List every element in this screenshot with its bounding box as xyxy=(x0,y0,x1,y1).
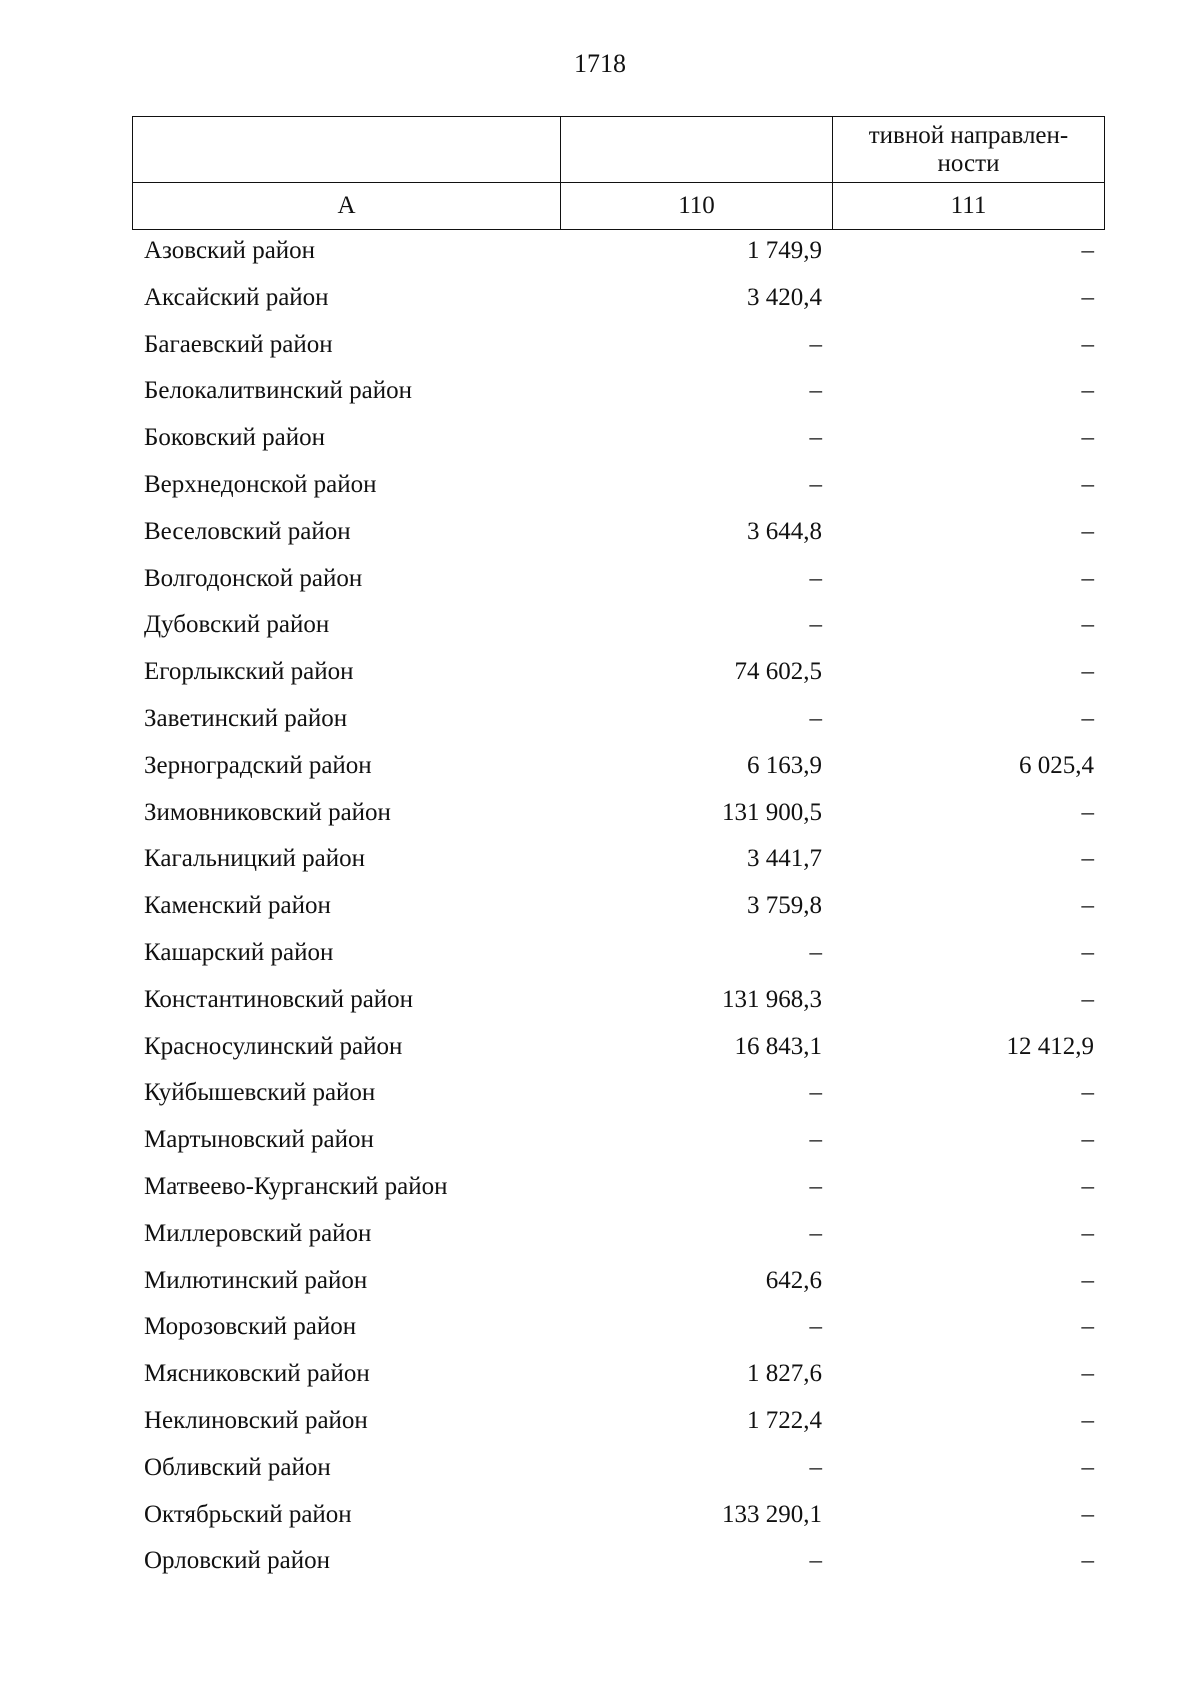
district-name: Кашарский район xyxy=(144,938,334,966)
value-110: 1 827,6 xyxy=(747,1360,822,1388)
table-row xyxy=(132,514,1104,561)
value-110: – xyxy=(809,1126,822,1154)
value-111: – xyxy=(1081,1313,1094,1341)
code-cell-110: 110 xyxy=(561,183,833,230)
value-110: 3 420,4 xyxy=(747,283,822,311)
value-111: – xyxy=(1081,1266,1094,1294)
table-row xyxy=(132,373,1104,420)
value-110: 3 441,7 xyxy=(747,845,822,873)
value-110: – xyxy=(809,470,822,498)
value-111: – xyxy=(1081,424,1094,452)
header-111-line1: тивной направлен- xyxy=(868,121,1069,149)
table-row xyxy=(132,561,1104,608)
district-name: Веселовский район xyxy=(144,517,351,545)
district-name: Егорлыкский район xyxy=(144,658,354,686)
value-111: – xyxy=(1081,938,1094,966)
table-row xyxy=(132,1122,1104,1169)
value-110: – xyxy=(809,330,822,358)
table-body xyxy=(132,233,1104,1590)
value-111: – xyxy=(1081,985,1094,1013)
district-name: Кагальницкий район xyxy=(144,845,366,873)
header-cell-name xyxy=(133,117,561,183)
district-name: Матвеево-Курганский район xyxy=(144,1172,448,1200)
district-name: Каменский район xyxy=(144,892,331,920)
value-110: – xyxy=(809,1172,822,1200)
value-111: – xyxy=(1081,1079,1094,1107)
table-row xyxy=(132,654,1104,701)
table-row xyxy=(132,1216,1104,1263)
table-row xyxy=(132,701,1104,748)
table-row xyxy=(132,1075,1104,1122)
page-number: 1718 xyxy=(574,49,626,78)
value-110: – xyxy=(809,564,822,592)
value-110: 131 968,3 xyxy=(722,985,822,1013)
district-name: Багаевский район xyxy=(144,330,333,358)
value-110: – xyxy=(809,938,822,966)
value-111: – xyxy=(1081,704,1094,732)
value-110: – xyxy=(809,377,822,405)
value-111: – xyxy=(1081,1172,1094,1200)
table-header xyxy=(132,116,1105,230)
header-row-titles xyxy=(133,117,1105,183)
header-cell-110 xyxy=(561,117,833,183)
table-row xyxy=(132,1263,1104,1310)
district-name: Зерноградский район xyxy=(144,751,372,779)
value-110: 74 602,5 xyxy=(734,658,822,686)
district-name: Константиновский район xyxy=(144,985,414,1013)
value-110: 1 722,4 xyxy=(747,1406,822,1434)
table-row xyxy=(132,748,1104,795)
district-name: Морозовский район xyxy=(144,1313,357,1341)
code-cell-a: А xyxy=(133,183,561,230)
table-row xyxy=(132,467,1104,514)
value-110: 133 290,1 xyxy=(722,1500,822,1528)
district-name: Белокалитвинский район xyxy=(144,377,412,405)
district-name: Мартыновский район xyxy=(144,1126,374,1154)
value-110: 6 163,9 xyxy=(747,751,822,779)
district-name: Куйбышевский район xyxy=(144,1079,376,1107)
value-111: – xyxy=(1081,1219,1094,1247)
value-111: – xyxy=(1081,237,1094,264)
value-111: – xyxy=(1081,1453,1094,1481)
table-row xyxy=(132,1309,1104,1356)
value-110: – xyxy=(809,1079,822,1107)
district-name: Зимовниковский район xyxy=(144,798,391,826)
value-111: – xyxy=(1081,611,1094,639)
district-name: Боковский район xyxy=(144,424,325,452)
value-111: 6 025,4 xyxy=(1019,751,1094,779)
district-name: Октябрьский район xyxy=(144,1500,352,1528)
value-111: – xyxy=(1081,1360,1094,1388)
value-111: – xyxy=(1081,1126,1094,1154)
table-row xyxy=(132,1497,1104,1544)
value-111: – xyxy=(1081,330,1094,358)
value-110: 3 644,8 xyxy=(747,517,822,545)
district-name: Орловский район xyxy=(144,1547,330,1575)
table-row xyxy=(132,888,1104,935)
district-name: Красносулинский район xyxy=(144,1032,403,1060)
district-name: Обливский район xyxy=(144,1453,331,1481)
code-cell-111: 111 xyxy=(833,183,1105,230)
district-name: Азовский район xyxy=(144,237,316,264)
value-110: – xyxy=(809,1219,822,1247)
table-row xyxy=(132,280,1104,327)
district-name: Заветинский район xyxy=(144,704,348,732)
value-111: – xyxy=(1081,1547,1094,1575)
value-111: – xyxy=(1081,377,1094,405)
header-cell-111 xyxy=(833,117,1105,183)
table-row xyxy=(132,1403,1104,1450)
value-110: – xyxy=(809,1547,822,1575)
value-110: 1 749,9 xyxy=(747,237,822,264)
value-110: – xyxy=(809,1453,822,1481)
value-110: 16 843,1 xyxy=(734,1032,822,1060)
value-111: – xyxy=(1081,1406,1094,1434)
value-111: – xyxy=(1081,517,1094,545)
value-110: 131 900,5 xyxy=(722,798,822,826)
district-name: Дубовский район xyxy=(144,611,330,639)
table-row xyxy=(132,327,1104,374)
value-110: – xyxy=(809,424,822,452)
value-111: – xyxy=(1081,283,1094,311)
header-row-codes xyxy=(133,183,1105,230)
table-row xyxy=(132,935,1104,982)
district-name: Волгодонской район xyxy=(144,564,363,592)
table-row xyxy=(132,420,1104,467)
value-111: – xyxy=(1081,1500,1094,1528)
table-row xyxy=(132,1543,1104,1590)
table-row xyxy=(132,1169,1104,1216)
table-row xyxy=(132,841,1104,888)
value-110: – xyxy=(809,1313,822,1341)
value-110: – xyxy=(809,611,822,639)
value-111: 12 412,9 xyxy=(1006,1032,1094,1060)
district-name: Верхнедонской район xyxy=(144,470,377,498)
value-110: 3 759,8 xyxy=(747,892,822,920)
district-name: Аксайский район xyxy=(144,283,329,311)
table-row xyxy=(132,1356,1104,1403)
header-111-line2: ности xyxy=(937,149,1000,177)
value-111: – xyxy=(1081,658,1094,686)
value-111: – xyxy=(1081,470,1094,498)
value-111: – xyxy=(1081,845,1094,873)
table-row xyxy=(132,795,1104,842)
table-row xyxy=(132,1450,1104,1497)
value-111: – xyxy=(1081,892,1094,920)
table-row xyxy=(132,982,1104,1029)
table-row xyxy=(132,1029,1104,1076)
value-111: – xyxy=(1081,798,1094,826)
value-110: 642,6 xyxy=(765,1266,822,1294)
district-name: Милютинский район xyxy=(144,1266,368,1294)
district-name: Неклиновский район xyxy=(144,1406,368,1434)
district-name: Миллеровский район xyxy=(144,1219,372,1247)
value-111: – xyxy=(1081,564,1094,592)
table-row xyxy=(132,233,1104,280)
district-name: Мясниковский район xyxy=(144,1360,370,1388)
value-110: – xyxy=(809,704,822,732)
table-row xyxy=(132,607,1104,654)
